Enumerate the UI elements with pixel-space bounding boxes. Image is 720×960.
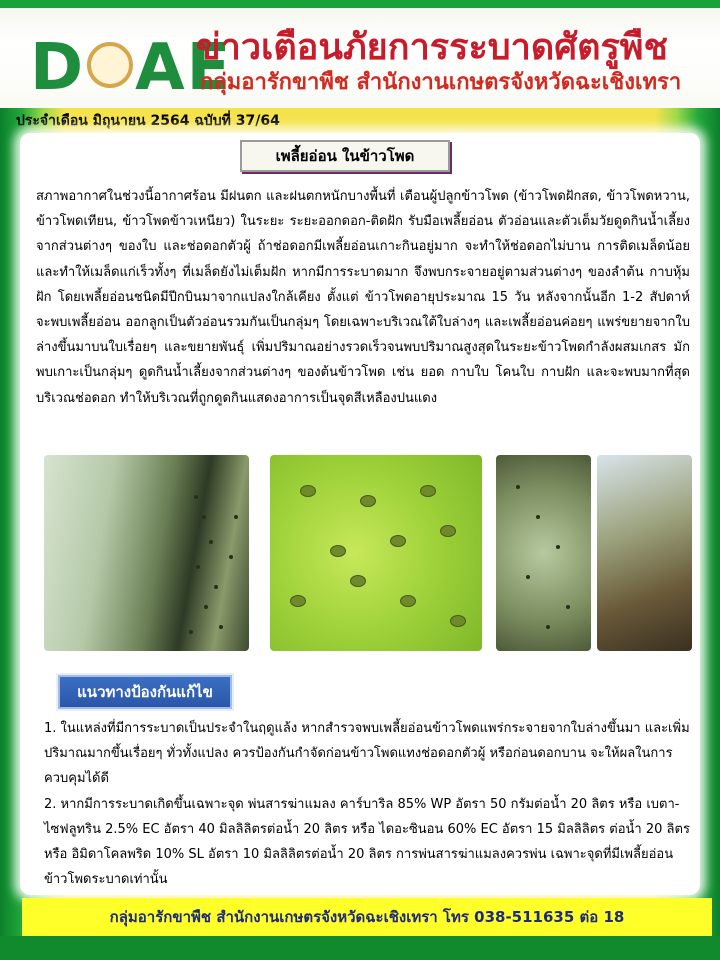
prevention-list [44,716,694,892]
photo-damaged-tassel [597,455,692,651]
photo-aphids-on-leaf-sheath [44,455,249,651]
page-subtitle: กลุ่มอารักขาพืช สำนักงานเกษตรจังหวัดฉะเชิงเทรา [200,70,682,95]
prevention-item-2: 2. หากมีการระบาดเกิดขึ้นเฉพาะจุด พ่นสารฆ่าแมลง คาร์บาริล 85% WP อัตรา 50 กรัมต่อน้ำ 20 ลิตร หรือ เบตา-ไซฟลูทริน 2.5% EC อัตรา 40 มิลลิลิตรต่อน้ำ 20 ลิตร หรือ ไดอะซินอน 60% EC อัตรา 15 มิลลิลิตร ต่อน้ำ 20 ลิตร หรือ อิมิดาโคลพริด 10% SL อัตรา 10 มิลลิลิตรต่อน้ำ 20 ลิตร การพ่นสารฆ่าแมลงควรพ่น เฉพาะจุดที่มีเพลี้ยอ่อนข้าวโพดระบาดเท่านั้น [44,796,690,888]
photo-aphid-colony [496,455,591,651]
seal-icon [87,42,133,88]
prevention-item-1: 1. ในแหล่งที่มีการระบาดเป็นประจำในฤดูแล้ง หากสำรวจพบเพลี้ยอ่อนข้าวโพดแพร่กระจายจากใบล่างขึ้นมา และเพิ่มปริมาณมากขึ้นเรื่อยๆ ทั่วทั้งแปลง ควรป้องกันกำจัดก่อนข้าวโพดแทงช่อดอกตัวผู้ หรือก่อนดอกบาน จะให้ผลในการควบคุมได้ดี [44,721,690,787]
logo-letter-d: D [30,31,86,105]
footer-contact: กลุ่มอารักขาพืช สำนักงานเกษตรจังหวัดฉะเชิงเทรา โทร 038-511635 ต่อ 18 [22,898,712,936]
description-paragraph: สภาพอากาศในช่วงนี้อากาศร้อน มีฝนตก และฝนตกหนักบางพื้นที่ เตือนผู้ปลูกข้าวโพด (ข้าวโพดฝักสด, ข้าวโพดหวาน, ข้าวโพดเทียน, ข้าวโพดข้าวเหนียว) ในระยะ ระยะออกดอก-ติดฝัก รับมือเพลี้ยอ่อน ตัวอ่อนและตัวเต็มวัยดูดกินน้ำเลี้ยงจากส่วนต่างๆ ของใบ และช่อดอกตัวผู้ ถ้าช่อดอกมีเพลี้ยอ่อนเกาะกินอยู่มาก จะทำให้ช่อดอกไม่บาน การติดเมล็ดน้อยและทำให้เมล็ดแก่เร็วทั้งๆ ที่เมล็ดยังไม่เต็มฝัก หากมีการระบาดมาก จึงพบกระจายอยู่ตามส่วนต่างๆ ของลำต้น กาบหุ้มฝัก โดยเพลี้ยอ่อนชนิดมีปีกบินมาจากแปลงใกล้เคียง ตั้งแต่ ข้าวโพดอายุประมาณ 15 วัน หลังจากนั้นอีก 1-2 สัปดาห์ จะพบเพลี้ยอ่อน ออกลูกเป็นตัวอ่อนรวมกันเป็นกลุ่มๆ โดยเฉพาะบริเวณใต้ใบล่างๆ และเพลี้ยอ่อนค่อยๆ แพร่ขยายจากใบล่างขึ้นมาบนใบเรื่อยๆ และขยายพันธุ์ เพิ่มปริมาณอย่างรวดเร็วจนพบปริมาณสูงสุดในระยะข้าวโพดกำลังผสมเกสร มักพบเกาะเป็นกลุ่มๆ ดูดกินน้ำเลี้ยงจากส่วนต่างๆ ของต้นข้าวโพด เช่น ยอด กาบใบ โคนใบ กาบฝัก และจะพบมากที่สุดบริเวณช่อดอก ทำให้บริเวณที่ถูกดูดกินแสดงอาการเป็นจุดสีเหลืองปนแดง [36,189,690,406]
page-title: ข่าวเตือนภัยการระบาดศัตรูพืช [196,27,668,68]
photo-strip [44,455,692,651]
issue-info: ประจำเดือน มิถุนายน 2564 ฉบับที่ 37/64 [16,113,280,129]
header-top-stripe [0,0,720,8]
footer-bottom-stripe [0,936,720,960]
photo-aphids-closeup [270,455,482,651]
prevention-title: แนวทางป้องกันแก้ไข [58,675,232,709]
section-title: เพลี้ยอ่อน ในข้าวโพด [240,140,450,172]
logo-letters-ae: AE [135,31,233,105]
